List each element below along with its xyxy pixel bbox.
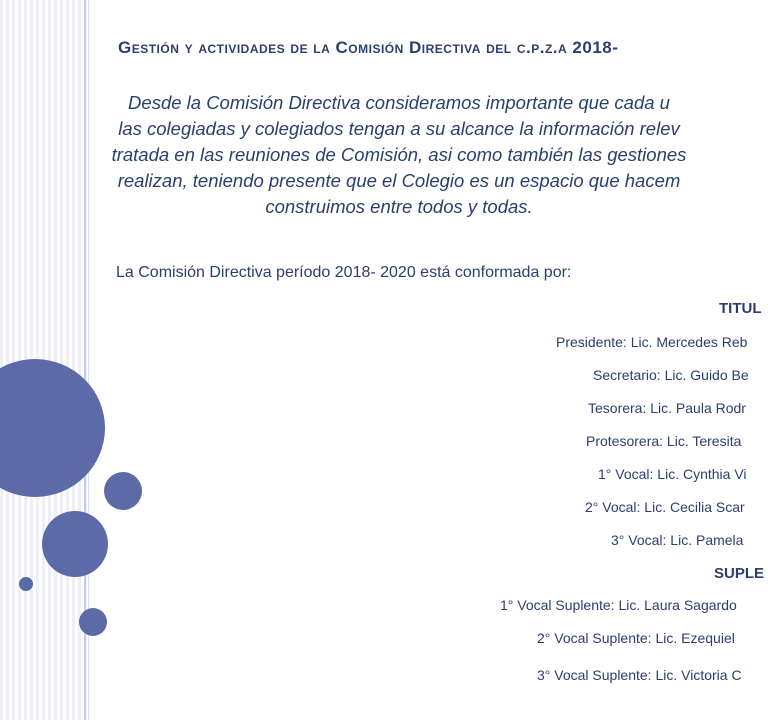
member-vocal-1: 1° Vocal: Lic. Cynthia Vi (598, 466, 747, 482)
composition-heading: La Comisión Directiva período 2018- 2020 está conformada por: (116, 264, 572, 281)
intro-line: Desde la Comisión Directiva consideramos importante que cada u (128, 92, 670, 113)
member-treasurer: Tesorera: Lic. Paula Rodr (588, 400, 746, 416)
member-vocal-2: 2° Vocal: Lic. Cecilia Scar (585, 499, 745, 515)
member-vocal-suplente-3: 3° Vocal Suplente: Lic. Victoria C (537, 667, 742, 683)
suplentes-heading: SUPLE (714, 565, 765, 582)
member-vocal-suplente-2: 2° Vocal Suplente: Lic. Ezequiel (537, 630, 735, 646)
member-vocal-3: 3° Vocal: Lic. Pamela (611, 532, 744, 548)
intro-line: construimos entre todos y todas. (265, 196, 533, 217)
intro-line: las colegiadas y colegiados tengan a su alcance la información relev (118, 118, 680, 139)
member-vocal-suplente-1: 1° Vocal Suplente: Lic. Laura Sagardo (500, 597, 737, 613)
decorative-circle-large (0, 359, 105, 497)
intro-paragraph (84, 90, 714, 220)
member-protreasurer: Protesorera: Lic. Teresita (586, 433, 742, 449)
intro-line: tratada en las reuniones de Comisión, asi como también las gestiones (111, 144, 687, 165)
decorative-circle-small (104, 472, 142, 510)
intro-line: realizan, teniendo presente que el Colegio es un espacio que hacem (117, 170, 681, 191)
slide-title: Gestión y actividades de la Comisión Directiva del c.p.z.a 2018- (118, 38, 619, 57)
member-president: Presidente: Lic. Mercedes Reb (556, 334, 748, 350)
decorative-circle-dot (19, 577, 33, 591)
titulares-heading: TITUL (719, 300, 762, 317)
decorative-circle-small-2 (79, 608, 107, 636)
decorative-circle-medium (42, 511, 108, 577)
member-secretary: Secretario: Lic. Guido Be (593, 367, 749, 383)
